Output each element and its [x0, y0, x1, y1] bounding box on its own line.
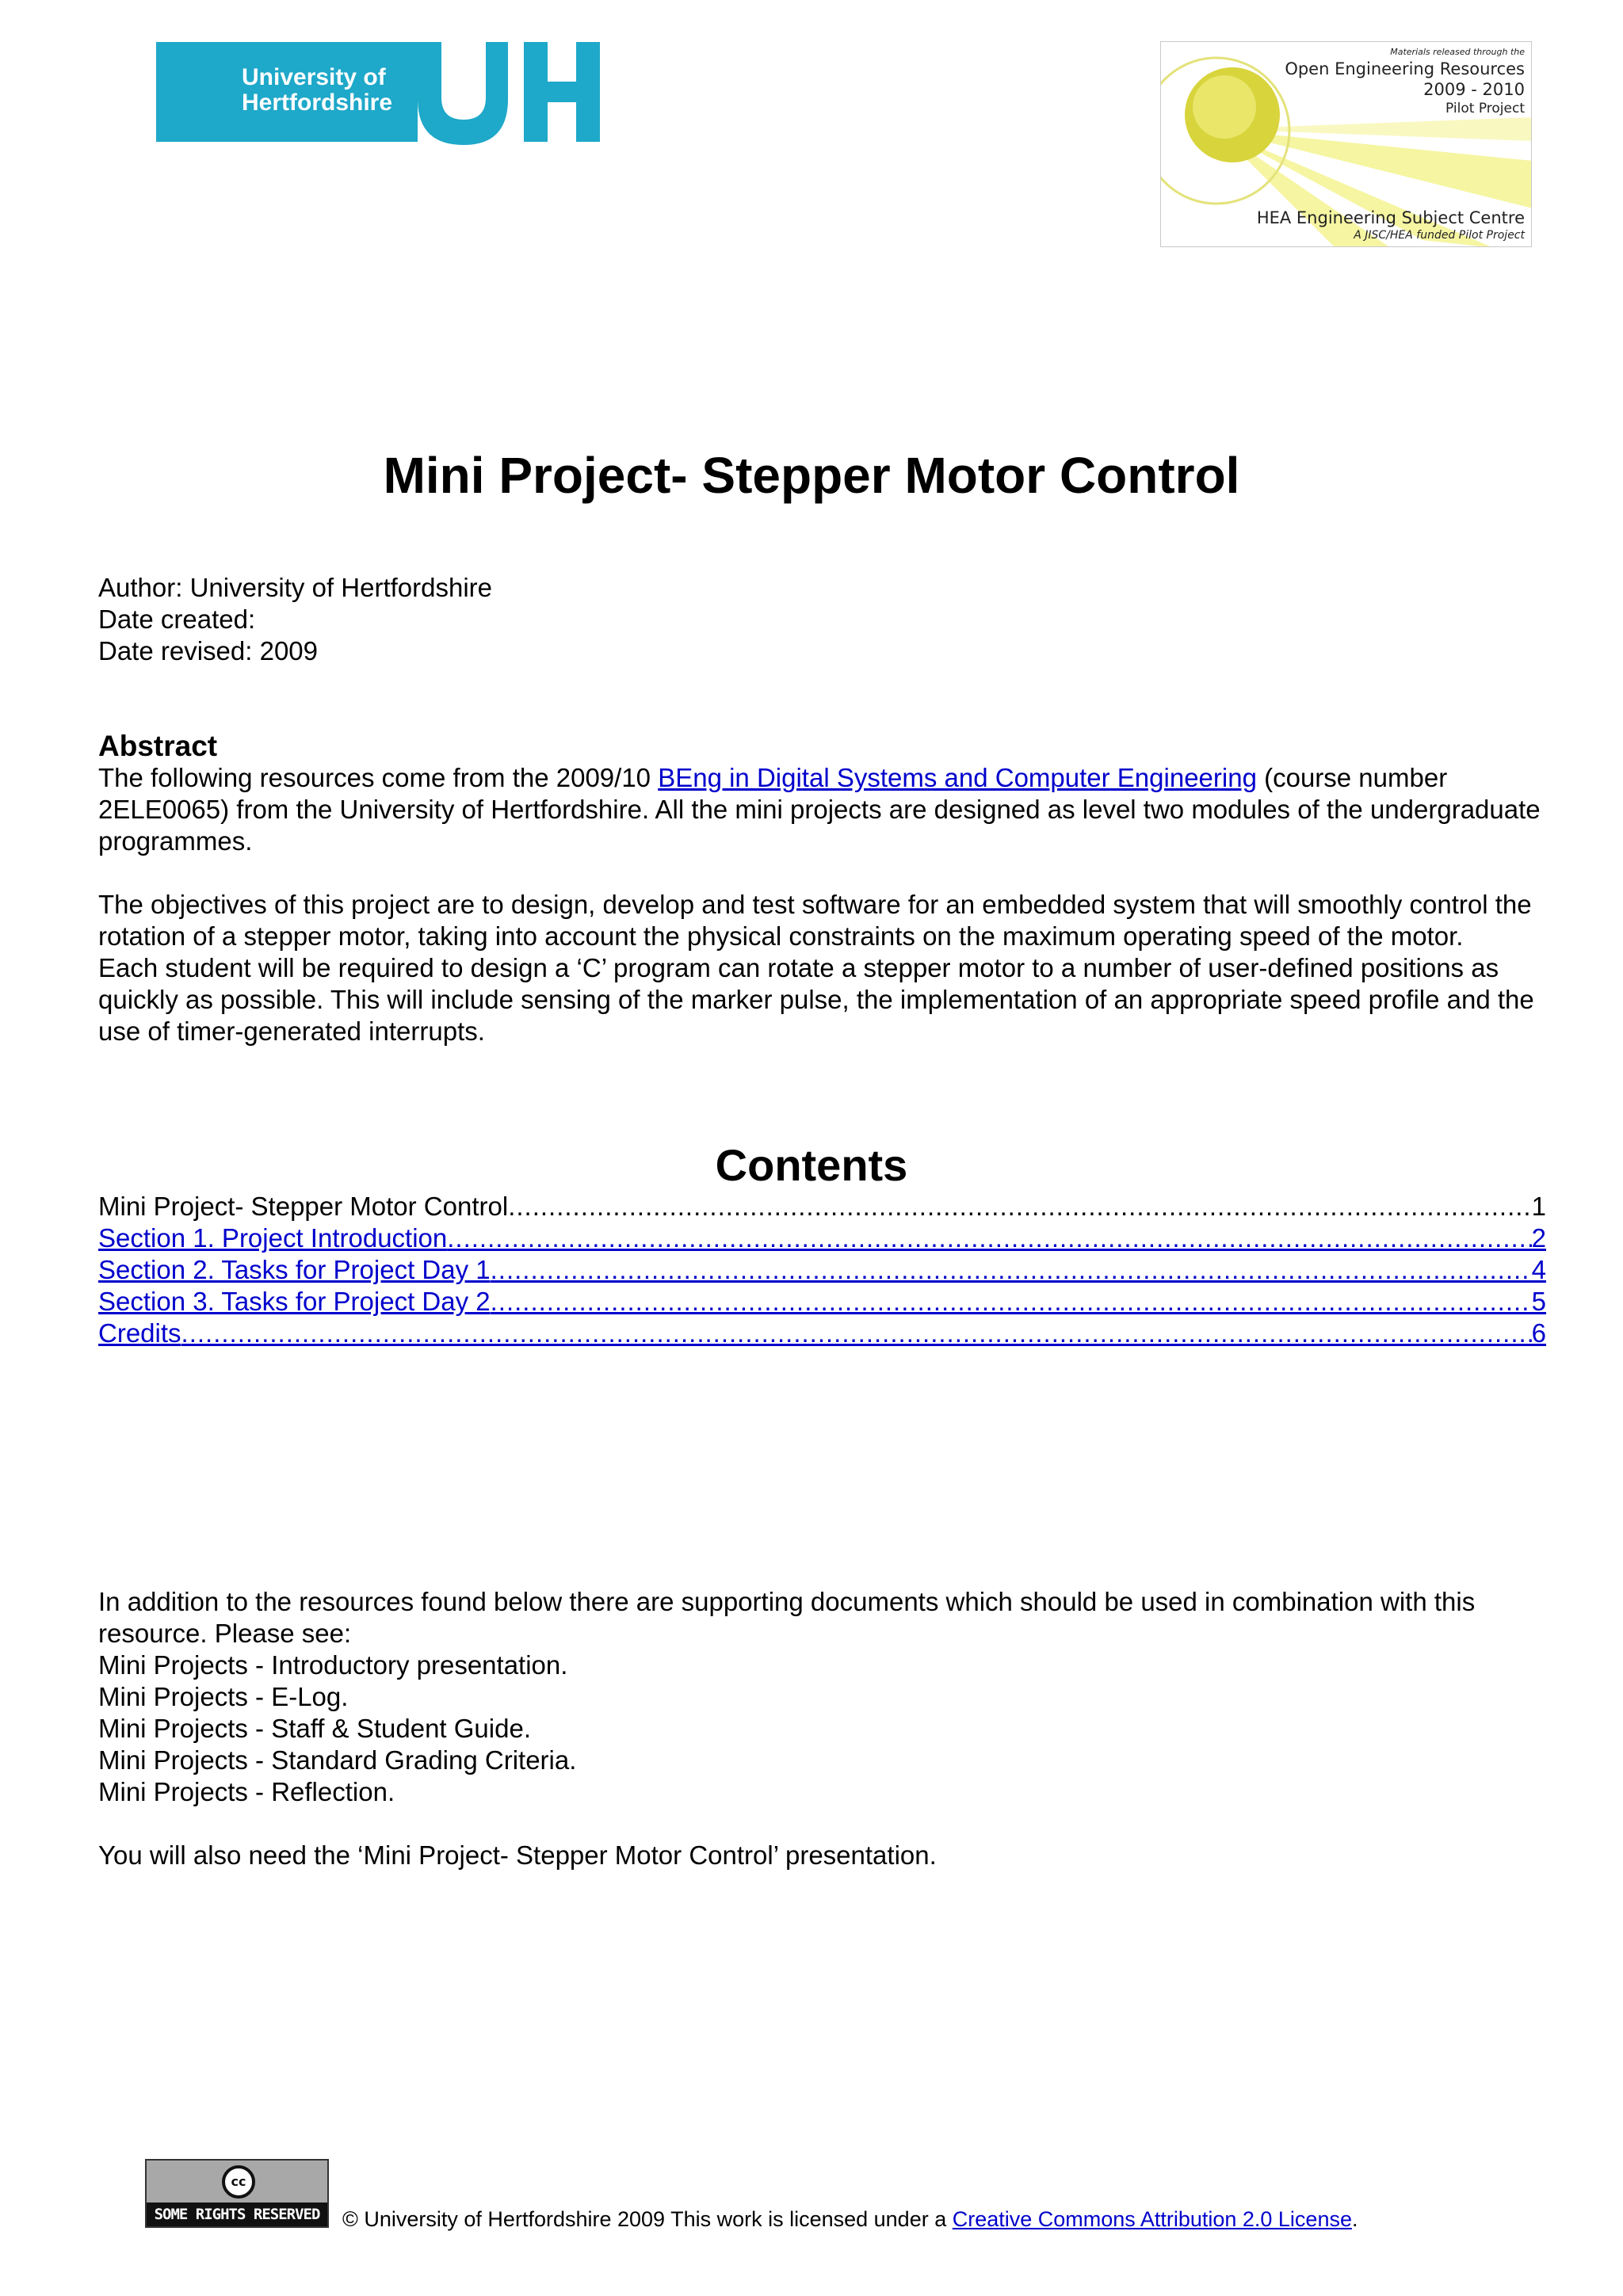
support-item: Mini Projects - Introductory presentation.: [98, 1650, 568, 1680]
toc-entry-link[interactable]: [98, 1222, 1546, 1254]
abstract-text: The following resources come from the 2009/10: [98, 763, 659, 792]
cc-license-badge[interactable]: [145, 2159, 329, 2228]
oer-title: Open Engineering Resources: [1285, 59, 1525, 78]
document-title: Mini Project- Stepper Motor Control: [383, 447, 1240, 504]
oer-centre: HEA Engineering Subject Centre: [1256, 208, 1525, 227]
footer-period: .: [1351, 2207, 1358, 2231]
university-logo: [156, 42, 600, 145]
supporting-documents: [98, 1586, 1549, 1871]
abstract-paragraph-2: The objectives of this project are to design, develop and test software for an embedded system that will smoothly control the rotation of a stepper motor, taking into account the physical constraints on the maximum operating speed of the motor.: [98, 890, 1532, 951]
abstract-paragraph-3: Each student will be required to design a ‘C’ program can rotate a stepper motor to a number of user-defined positions as quickly as possible. This will include sensing of the marker pulse, the implementation of an appropriate speed profile and the use of timer-generated interrupts.: [98, 953, 1534, 1046]
toc-entry-label: Section 3. Tasks for Project Day 2: [98, 1287, 491, 1316]
contents-heading: Contents: [715, 1140, 908, 1190]
date-created-line: Date created:: [98, 605, 256, 634]
toc-entry-page: 4: [1531, 1255, 1546, 1284]
course-link[interactable]: BEng in Digital Systems and Computer Engineering: [658, 763, 1257, 792]
toc-entry-label: Section 2. Tasks for Project Day 1: [98, 1255, 491, 1284]
abstract-section: [98, 730, 1549, 1047]
toc-entry-page: 6: [1531, 1318, 1546, 1348]
author-line: Author: University of Hertfordshire: [98, 573, 493, 602]
support-item: Mini Projects - Reflection.: [98, 1777, 395, 1806]
support-item: Mini Projects - E-Log.: [98, 1682, 349, 1711]
toc-entry: [98, 1191, 1546, 1222]
support-item: Mini Projects - Standard Grading Criteria.: [98, 1745, 577, 1775]
support-intro: In addition to the resources found below there are supporting documents which should be used in combination with this resource. Please see:: [98, 1587, 1476, 1648]
table-of-contents: [98, 1191, 1546, 1349]
toc-entry-label: Section 1. Project Introduction: [98, 1223, 448, 1253]
abstract-paragraph-1: [98, 762, 1549, 857]
oer-funding: A JISC/HEA funded Pilot Project: [1354, 229, 1525, 242]
logo-text-line2: Hertfordshire: [242, 90, 393, 116]
abstract-heading: Abstract: [98, 730, 218, 762]
oer-years: 2009 - 2010: [1423, 80, 1525, 99]
oer-badge: [1160, 41, 1532, 247]
oer-caption-top: Materials released through the: [1390, 47, 1525, 57]
support-item: Mini Projects - Staff & Student Guide.: [98, 1714, 531, 1743]
toc-entry-label: Mini Project- Stepper Motor Control: [98, 1192, 509, 1221]
support-closing: You will also need the ‘Mini Project- Stepper Motor Control’ presentation.: [98, 1840, 937, 1870]
logo-text-line1: University of: [242, 64, 386, 90]
toc-entry-link[interactable]: [98, 1318, 1546, 1349]
date-revised-line: Date revised: 2009: [98, 636, 319, 666]
toc-entry-link[interactable]: [98, 1254, 1546, 1286]
toc-entry-page: 5: [1531, 1287, 1546, 1316]
toc-entry-page: 2: [1531, 1223, 1546, 1253]
toc-leader: [491, 1286, 1532, 1318]
document-meta: [98, 572, 492, 667]
uh-logo-graphic: [156, 42, 600, 145]
footer-copyright: © University of Hertfordshire 2009 This work is licensed under a: [342, 2207, 953, 2231]
toc-leader: [491, 1254, 1532, 1286]
cc-badge-label: SOME RIGHTS RESERVED: [147, 2203, 327, 2226]
cc-icon: cc: [222, 2165, 255, 2199]
abstract-text: (course number 2ELE0065) from the University of Hertfordshire. All the mini projects are designed as level two modules of the undergraduate programmes.: [98, 763, 1541, 856]
footer-license: [342, 2206, 1358, 2233]
oer-pilot: Pilot Project: [1445, 101, 1525, 116]
toc-leader: [447, 1222, 1531, 1254]
toc-leader: [181, 1318, 1532, 1349]
toc-entry-link[interactable]: [98, 1286, 1546, 1318]
toc-leader: [508, 1191, 1531, 1222]
toc-entry-page: 1: [1531, 1192, 1546, 1221]
license-link[interactable]: Creative Commons Attribution 2.0 License: [952, 2207, 1352, 2231]
toc-entry-label: Credits: [98, 1318, 181, 1348]
